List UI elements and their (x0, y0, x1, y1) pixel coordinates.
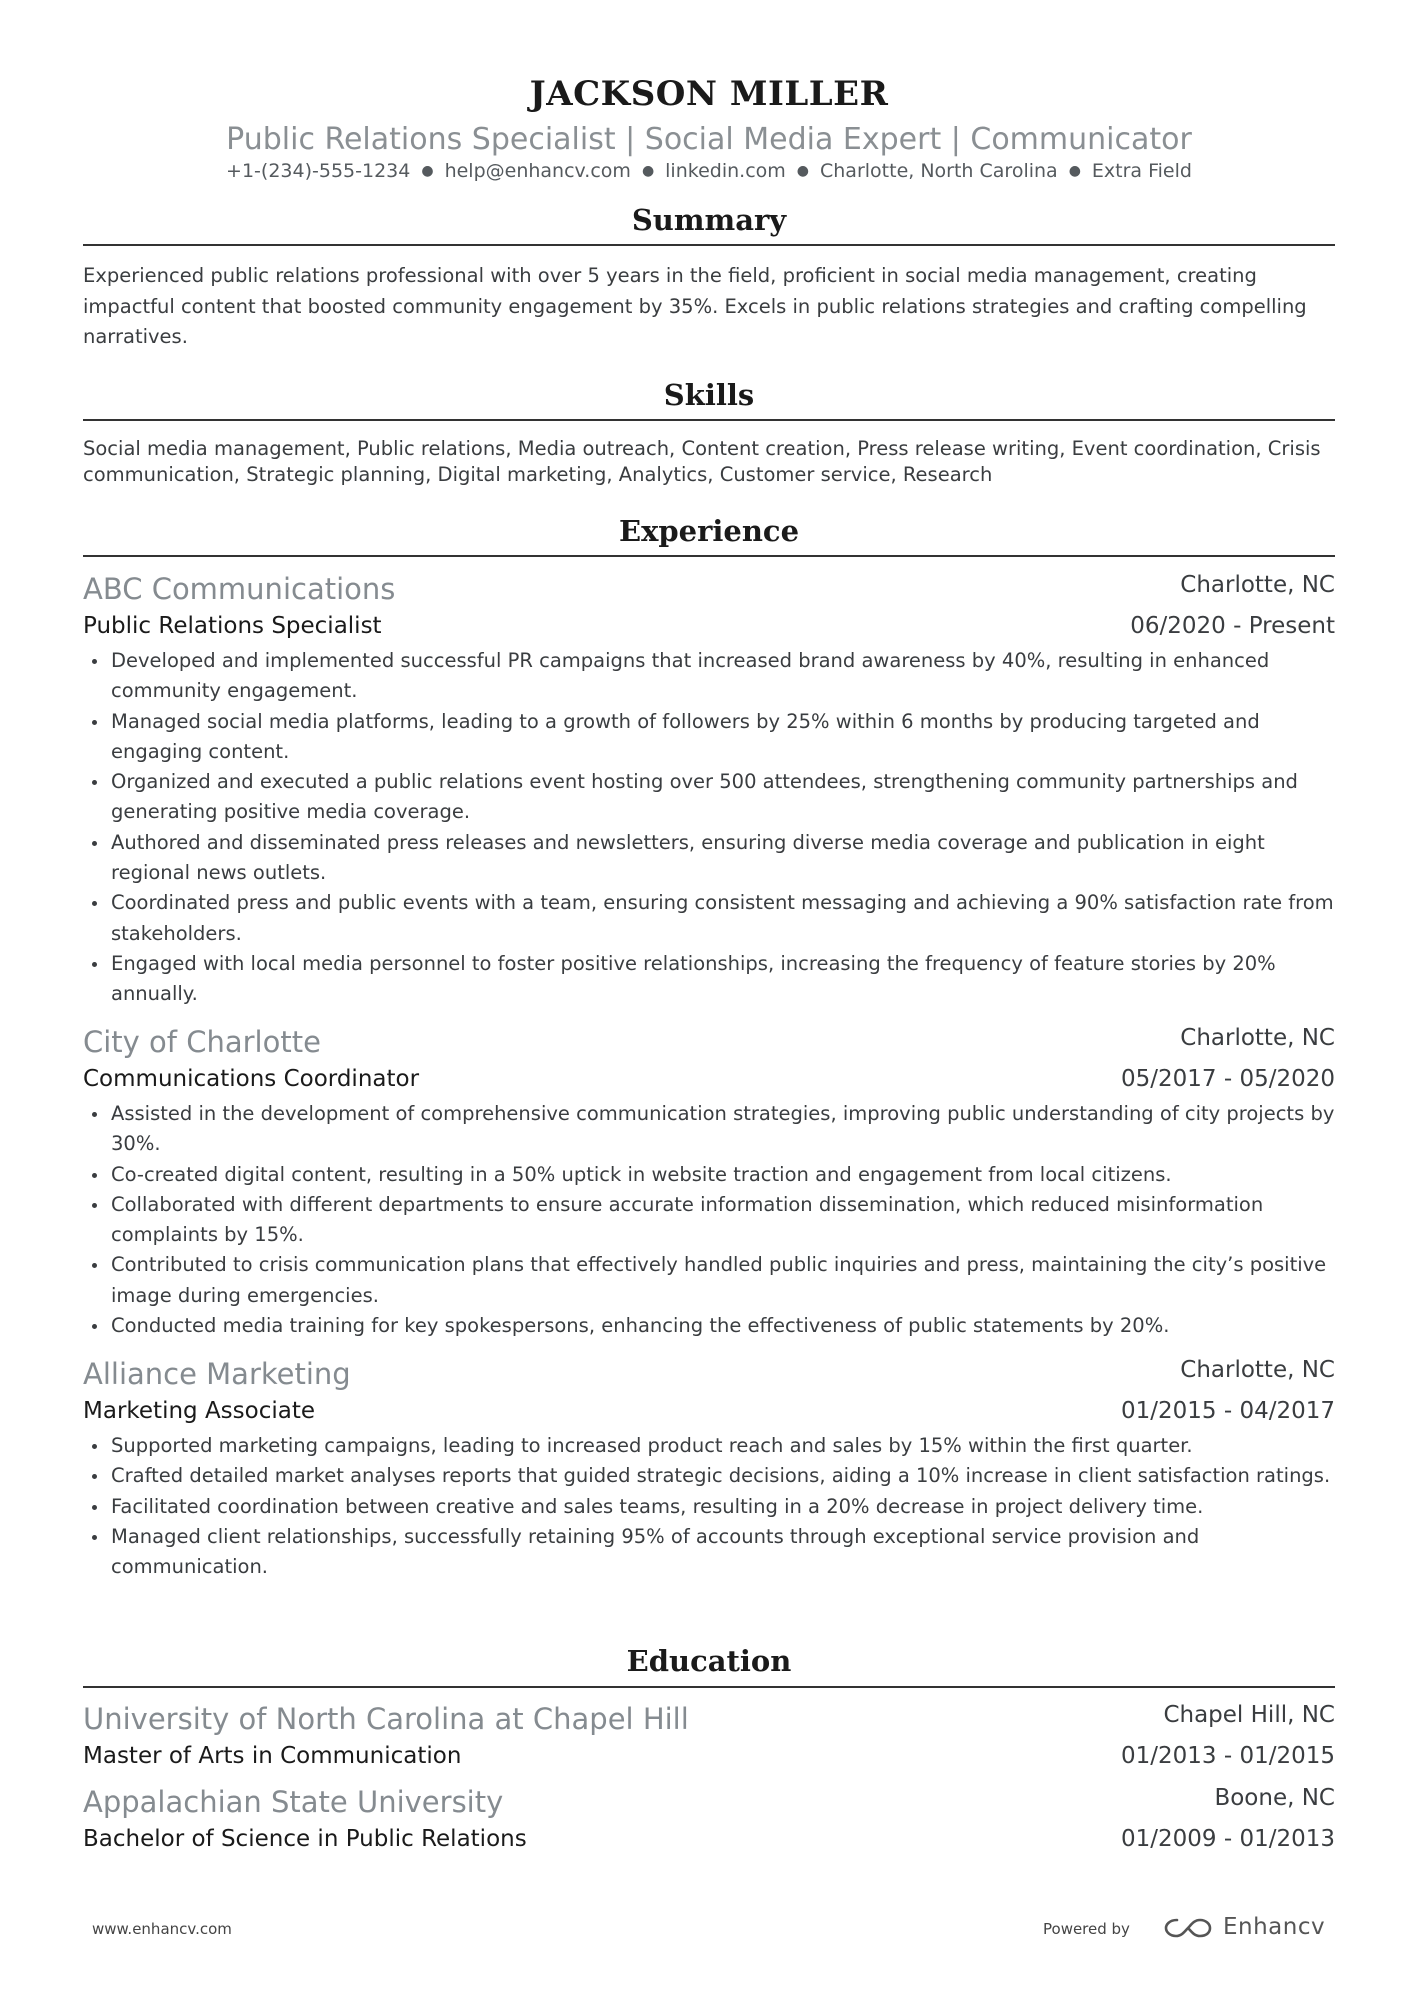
job-dates: 01/2015 - 04/2017 (1120, 1398, 1335, 1424)
bullet-separator: ● (641, 163, 655, 179)
email-link[interactable]: help@enhancv.com (444, 160, 631, 182)
footer-website-link[interactable]: www.enhancv.com (92, 1920, 232, 1938)
bullet-separator: ● (1068, 163, 1081, 179)
job-title: Communications Coordinator (83, 1066, 420, 1092)
achievement-list (83, 1099, 1335, 1341)
candidate-tagline: Public Relations Specialist | Social Media Expert | Communicator (226, 122, 1192, 157)
location-text: Charlotte, North Carolina (820, 160, 1058, 182)
bullet-icon (92, 1444, 97, 1449)
education-heading: Education (626, 1644, 792, 1678)
education-entry (83, 1700, 1335, 1774)
contact-line (83, 158, 1335, 184)
education-entry (83, 1783, 1335, 1857)
job-location: Charlotte, NC (1180, 1357, 1335, 1383)
degree-title: Master of Arts in Communication (83, 1743, 462, 1769)
bullet-icon (92, 659, 97, 664)
school-name: University of North Carolina at Chapel Hill (83, 1702, 689, 1736)
job-dates: 05/2017 - 05/2020 (1120, 1066, 1335, 1092)
experience-entry (83, 570, 1335, 1010)
education-dates: 01/2009 - 01/2013 (1120, 1826, 1335, 1852)
company-name: City of Charlotte (83, 1025, 321, 1059)
bullet-icon (92, 1474, 97, 1479)
achievement-list (83, 1431, 1335, 1582)
enhancv-brand-text: Enhancv (1223, 1914, 1326, 1940)
bullet-icon (92, 1112, 97, 1117)
list-item: Assisted in the development of comprehensive communication strategies, improving public understanding of city projects by 30%. (83, 1099, 1335, 1160)
list-item: Engaged with local media personnel to foster positive relationships, increasing the frequency of feature stories by 20% annually. (83, 949, 1335, 1010)
enhancv-logo-icon (1163, 1914, 1213, 1946)
section-divider (83, 244, 1335, 246)
list-item: Conducted media training for key spokespersons, enhancing the effectiveness of public statements by 20%. (83, 1311, 1335, 1341)
bullet-separator: ● (796, 163, 809, 179)
bullet-icon (92, 1324, 97, 1329)
school-name: Appalachian State University (83, 1785, 504, 1819)
list-item: Co-created digital content, resulting in a 50% uptick in website traction and engagement from local citizens. (83, 1160, 1335, 1190)
job-title: Marketing Associate (83, 1398, 316, 1424)
summary-text: Experienced public relations professional with over 5 years in the field, proficient in social media management, creating impactful content that boosted community engagement by 35%. Excels in public relations strategies and crafting compelling narratives. (83, 264, 1307, 348)
list-item: Developed and implemented successful PR campaigns that increased brand awareness by 40%, resulting in enhanced community engagement. (83, 646, 1335, 707)
school-location: Boone, NC (1214, 1785, 1335, 1811)
job-dates: 06/2020 - Present (1130, 613, 1335, 639)
list-item: Facilitated coordination between creative and sales teams, resulting in a 20% decrease in project delivery time. (83, 1492, 1335, 1522)
linkedin-link[interactable]: linkedin.com (665, 160, 786, 182)
job-location: Charlotte, NC (1180, 1025, 1335, 1051)
company-name: Alliance Marketing (83, 1357, 351, 1391)
list-item: Supported marketing campaigns, leading to increased product reach and sales by 15% within the first quarter. (83, 1431, 1335, 1461)
company-name: ABC Communications (83, 572, 396, 606)
bullet-icon (92, 1173, 97, 1178)
list-item: Authored and disseminated press releases and newsletters, ensuring diverse media coverage and publication in eight regional news outlets. (83, 828, 1335, 889)
skills-heading: Skills (663, 378, 755, 412)
achievement-list (83, 646, 1335, 1010)
bullet-icon (92, 1505, 97, 1510)
phone-text: +1-(234)-555-1234 (226, 160, 411, 182)
education-dates: 01/2013 - 01/2015 (1120, 1743, 1335, 1769)
bullet-icon (92, 720, 97, 725)
section-divider (83, 419, 1335, 421)
list-item: Collaborated with different departments to ensure accurate information dissemination, which reduced misinformation complaints by 15%. (83, 1190, 1335, 1251)
job-location: Charlotte, NC (1180, 572, 1335, 598)
section-divider (83, 1686, 1335, 1688)
degree-title: Bachelor of Science in Public Relations (83, 1826, 527, 1852)
job-title: Public Relations Specialist (83, 613, 382, 639)
list-item: Contributed to crisis communication plans that effectively handled public inquiries and press, maintaining the city’s positive image during emergencies. (83, 1250, 1335, 1311)
list-item: Crafted detailed market analyses reports that guided strategic decisions, aiding a 10% increase in client satisfaction ratings. (83, 1461, 1335, 1491)
bullet-icon (92, 1263, 97, 1268)
bullet-icon (92, 1535, 97, 1540)
extra-field-text: Extra Field (1091, 160, 1192, 182)
bullet-icon (92, 962, 97, 967)
experience-entry (83, 1355, 1335, 1582)
bullet-separator: ● (421, 163, 434, 179)
powered-by-label: Powered by (1043, 1920, 1130, 1938)
candidate-name: JACKSON MILLER (529, 74, 889, 114)
skills-text: Social media management, Public relations, Media outreach, Content creation, Press release writing, Event coordination, Crisis communication, Strategic planning, Digital marketing, Analytics, Customer service, Research (83, 437, 1321, 486)
list-item: Managed client relationships, successfully retaining 95% of accounts through exceptional service provision and communication. (83, 1522, 1335, 1583)
experience-heading: Experience (618, 514, 800, 548)
bullet-icon (92, 780, 97, 785)
list-item: Managed social media platforms, leading to a growth of followers by 25% within 6 months by producing targeted and engaging content. (83, 707, 1335, 768)
list-item: Coordinated press and public events with a team, ensuring consistent messaging and achieving a 90% satisfaction rate from stakeholders. (83, 888, 1335, 949)
experience-entry (83, 1023, 1335, 1341)
summary-heading: Summary (631, 203, 787, 237)
list-item: Organized and executed a public relations event hosting over 500 attendees, strengthening community partnerships and generating positive media coverage. (83, 767, 1335, 828)
bullet-icon (92, 901, 97, 906)
bullet-icon (92, 841, 97, 846)
bullet-icon (92, 1203, 97, 1208)
school-location: Chapel Hill, NC (1163, 1702, 1335, 1728)
section-divider (83, 555, 1335, 557)
